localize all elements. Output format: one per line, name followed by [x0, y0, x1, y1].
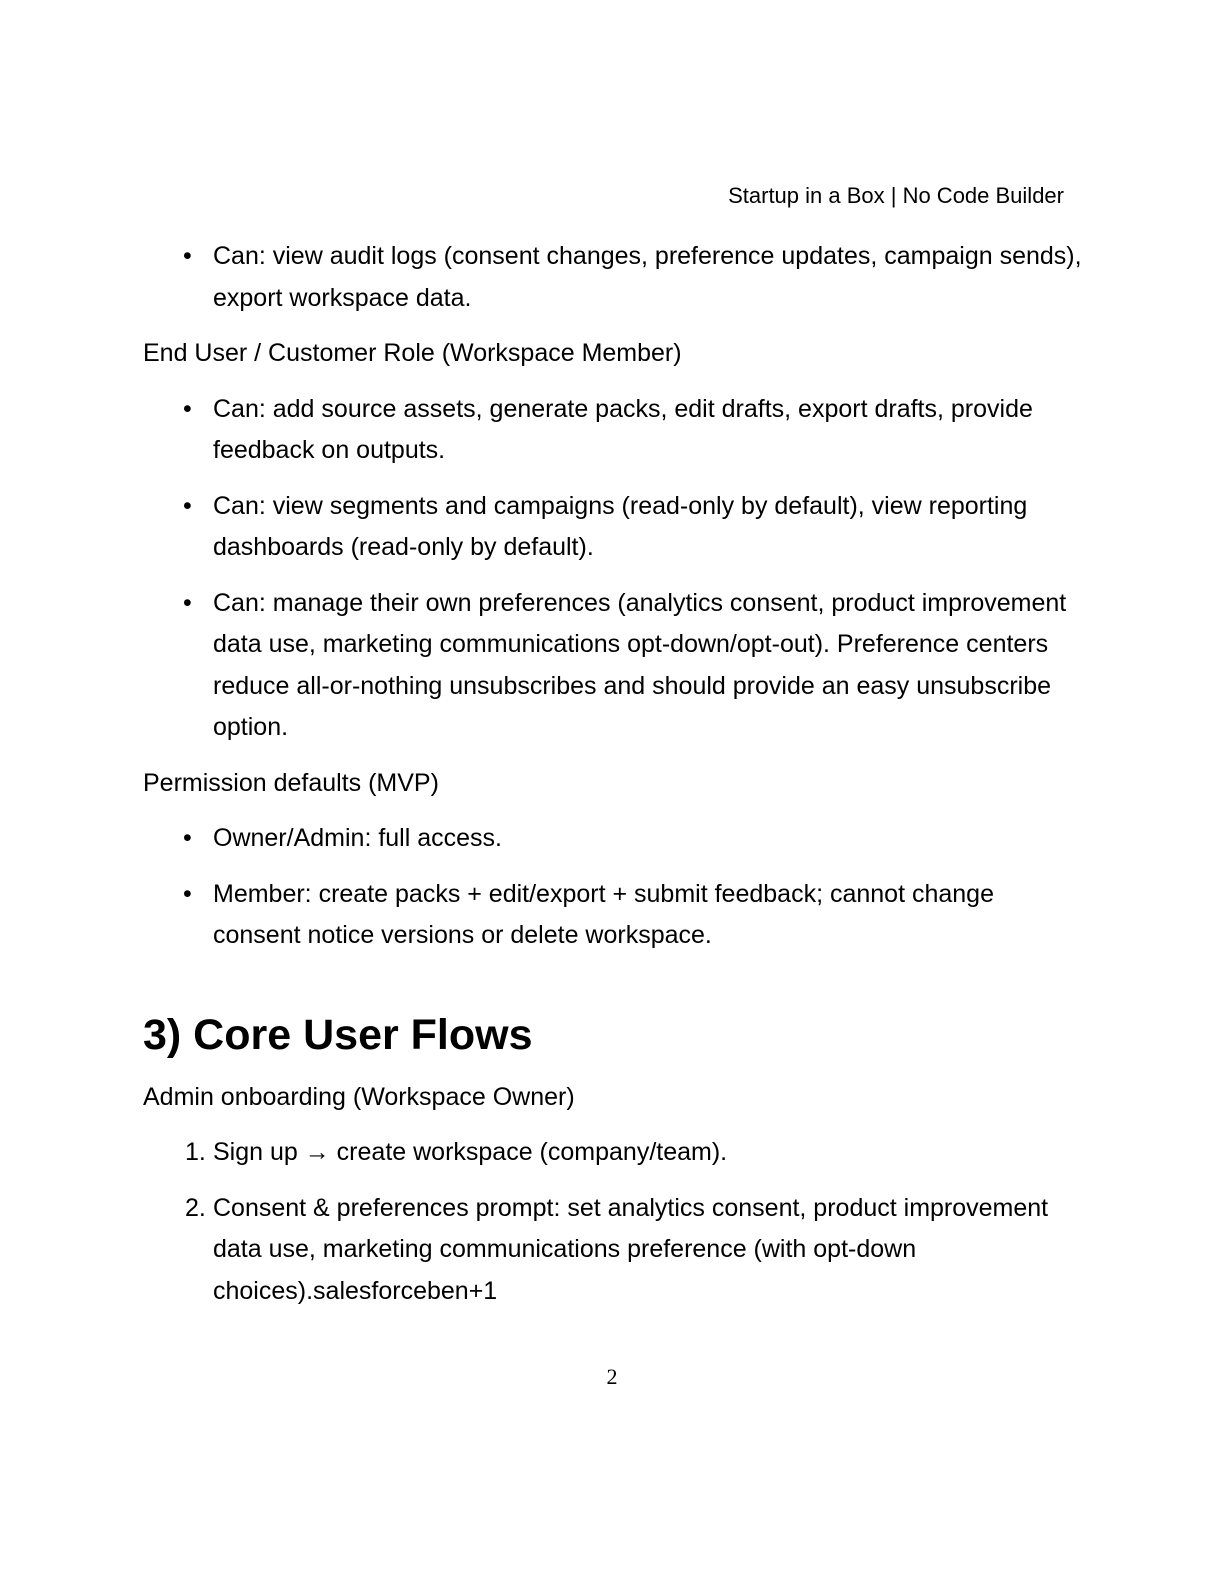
end-user-permissions-list	[143, 389, 1083, 749]
permission-defaults-label: Permission defaults (MVP)	[143, 768, 439, 797]
bullet-marker: •	[183, 242, 192, 270]
end-user-role-label: End User / Customer Role (Workspace Member)	[143, 339, 682, 367]
bullet-marker: •	[183, 824, 192, 852]
list-item-text: Owner/Admin: full access.	[213, 824, 502, 852]
list-item-text: Can: add source assets, generate packs, edit drafts, export drafts, provide feedback on outputs.	[213, 394, 1033, 464]
list-item	[143, 486, 1083, 569]
list-item-text: Consent & preferences prompt: set analytics consent, product improvement data use, marketing communications preference (with opt-down choices).salesforceben+1	[213, 1193, 1049, 1305]
list-item	[143, 1188, 1083, 1313]
list-item-text: Can: manage their own preferences (analytics consent, product improvement data use, marketing communications opt-down/opt-out). Preference centers reduce all-or-nothing unsubscribes and should provide an easy unsubscribe option.	[213, 588, 1067, 741]
permission-defaults-list	[143, 818, 1083, 957]
list-item	[143, 818, 1083, 860]
list-item-text: Can: view audit logs (consent changes, preference updates, campaign sends), export workspace data.	[213, 242, 1082, 312]
running-header: Startup in a Box | No Code Builder	[728, 183, 1064, 208]
page-number: 2	[606, 1364, 618, 1389]
bullet-marker: •	[183, 491, 192, 520]
list-item-text: Sign up → create workspace (company/team).	[213, 1138, 728, 1166]
audit-permissions-list	[143, 236, 1083, 319]
list-item-text: Can: view segments and campaigns (read-only by default), view reporting dashboards (read-only by default).	[213, 491, 1028, 561]
bullet-marker: •	[183, 588, 192, 617]
page-content	[143, 236, 1083, 1326]
list-item	[143, 236, 1083, 319]
list-item	[143, 874, 1083, 957]
list-item	[143, 583, 1083, 749]
list-item	[143, 1132, 1083, 1174]
section-heading: 3) Core User Flows	[143, 1010, 533, 1059]
list-item-text: Member: create packs + edit/export + submit feedback; cannot change consent notice versions or delete workspace.	[213, 879, 994, 949]
admin-onboarding-label: Admin onboarding (Workspace Owner)	[143, 1082, 575, 1111]
admin-onboarding-steps	[143, 1132, 1083, 1312]
list-item	[143, 389, 1083, 472]
step-number: 2.	[185, 1193, 206, 1222]
bullet-marker: •	[183, 394, 192, 423]
bullet-marker: •	[183, 879, 192, 908]
step-number: 1.	[185, 1138, 206, 1166]
